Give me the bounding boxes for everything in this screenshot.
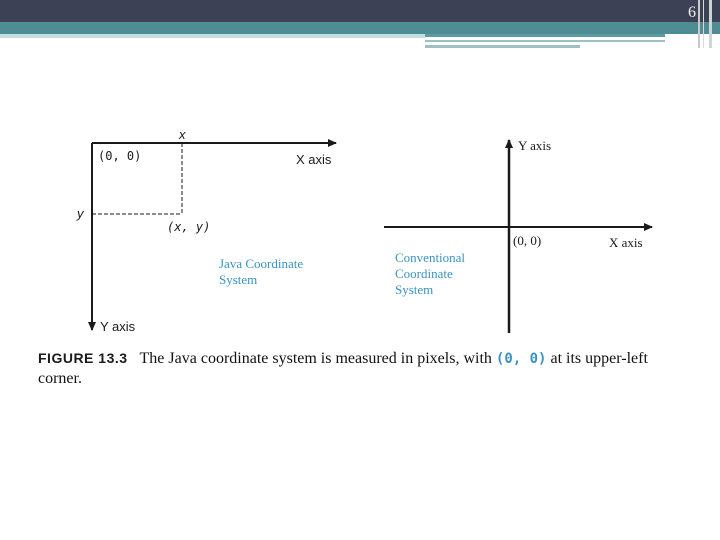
conventional-coordinate-diagram	[384, 138, 652, 333]
java-y-marker: y	[77, 206, 84, 221]
java-system-label-line2: System	[219, 272, 258, 287]
conventional-y-axis-label: Y axis	[518, 138, 552, 153]
java-x-marker: x	[179, 127, 186, 142]
figure-caption	[38, 348, 688, 389]
figure-label: FIGURE 13.3	[38, 350, 128, 366]
conventional-system-label-line3: System	[395, 282, 434, 297]
java-point-label: (x, y)	[167, 220, 211, 234]
conventional-system-label-line2: Coordinate	[395, 266, 453, 281]
java-origin-label: (0, 0)	[98, 149, 142, 163]
conventional-system-label-line1: Conventional	[395, 250, 466, 265]
caption-code: (0, 0)	[495, 351, 547, 367]
conventional-x-axis-label: X axis	[609, 235, 643, 250]
conventional-origin-label: (0, 0)	[513, 233, 542, 248]
caption-text-after: at its upper-left corner.	[38, 350, 648, 387]
caption-text-before: The Java coordinate system is measured in pixels, with	[139, 350, 496, 367]
java-y-axis-label: Y axis	[100, 319, 136, 334]
java-coordinate-diagram	[76, 127, 336, 334]
java-x-axis-label: X axis	[296, 152, 332, 167]
page-number: 6	[688, 4, 696, 21]
java-system-label-line1: Java Coordinate	[219, 256, 304, 271]
